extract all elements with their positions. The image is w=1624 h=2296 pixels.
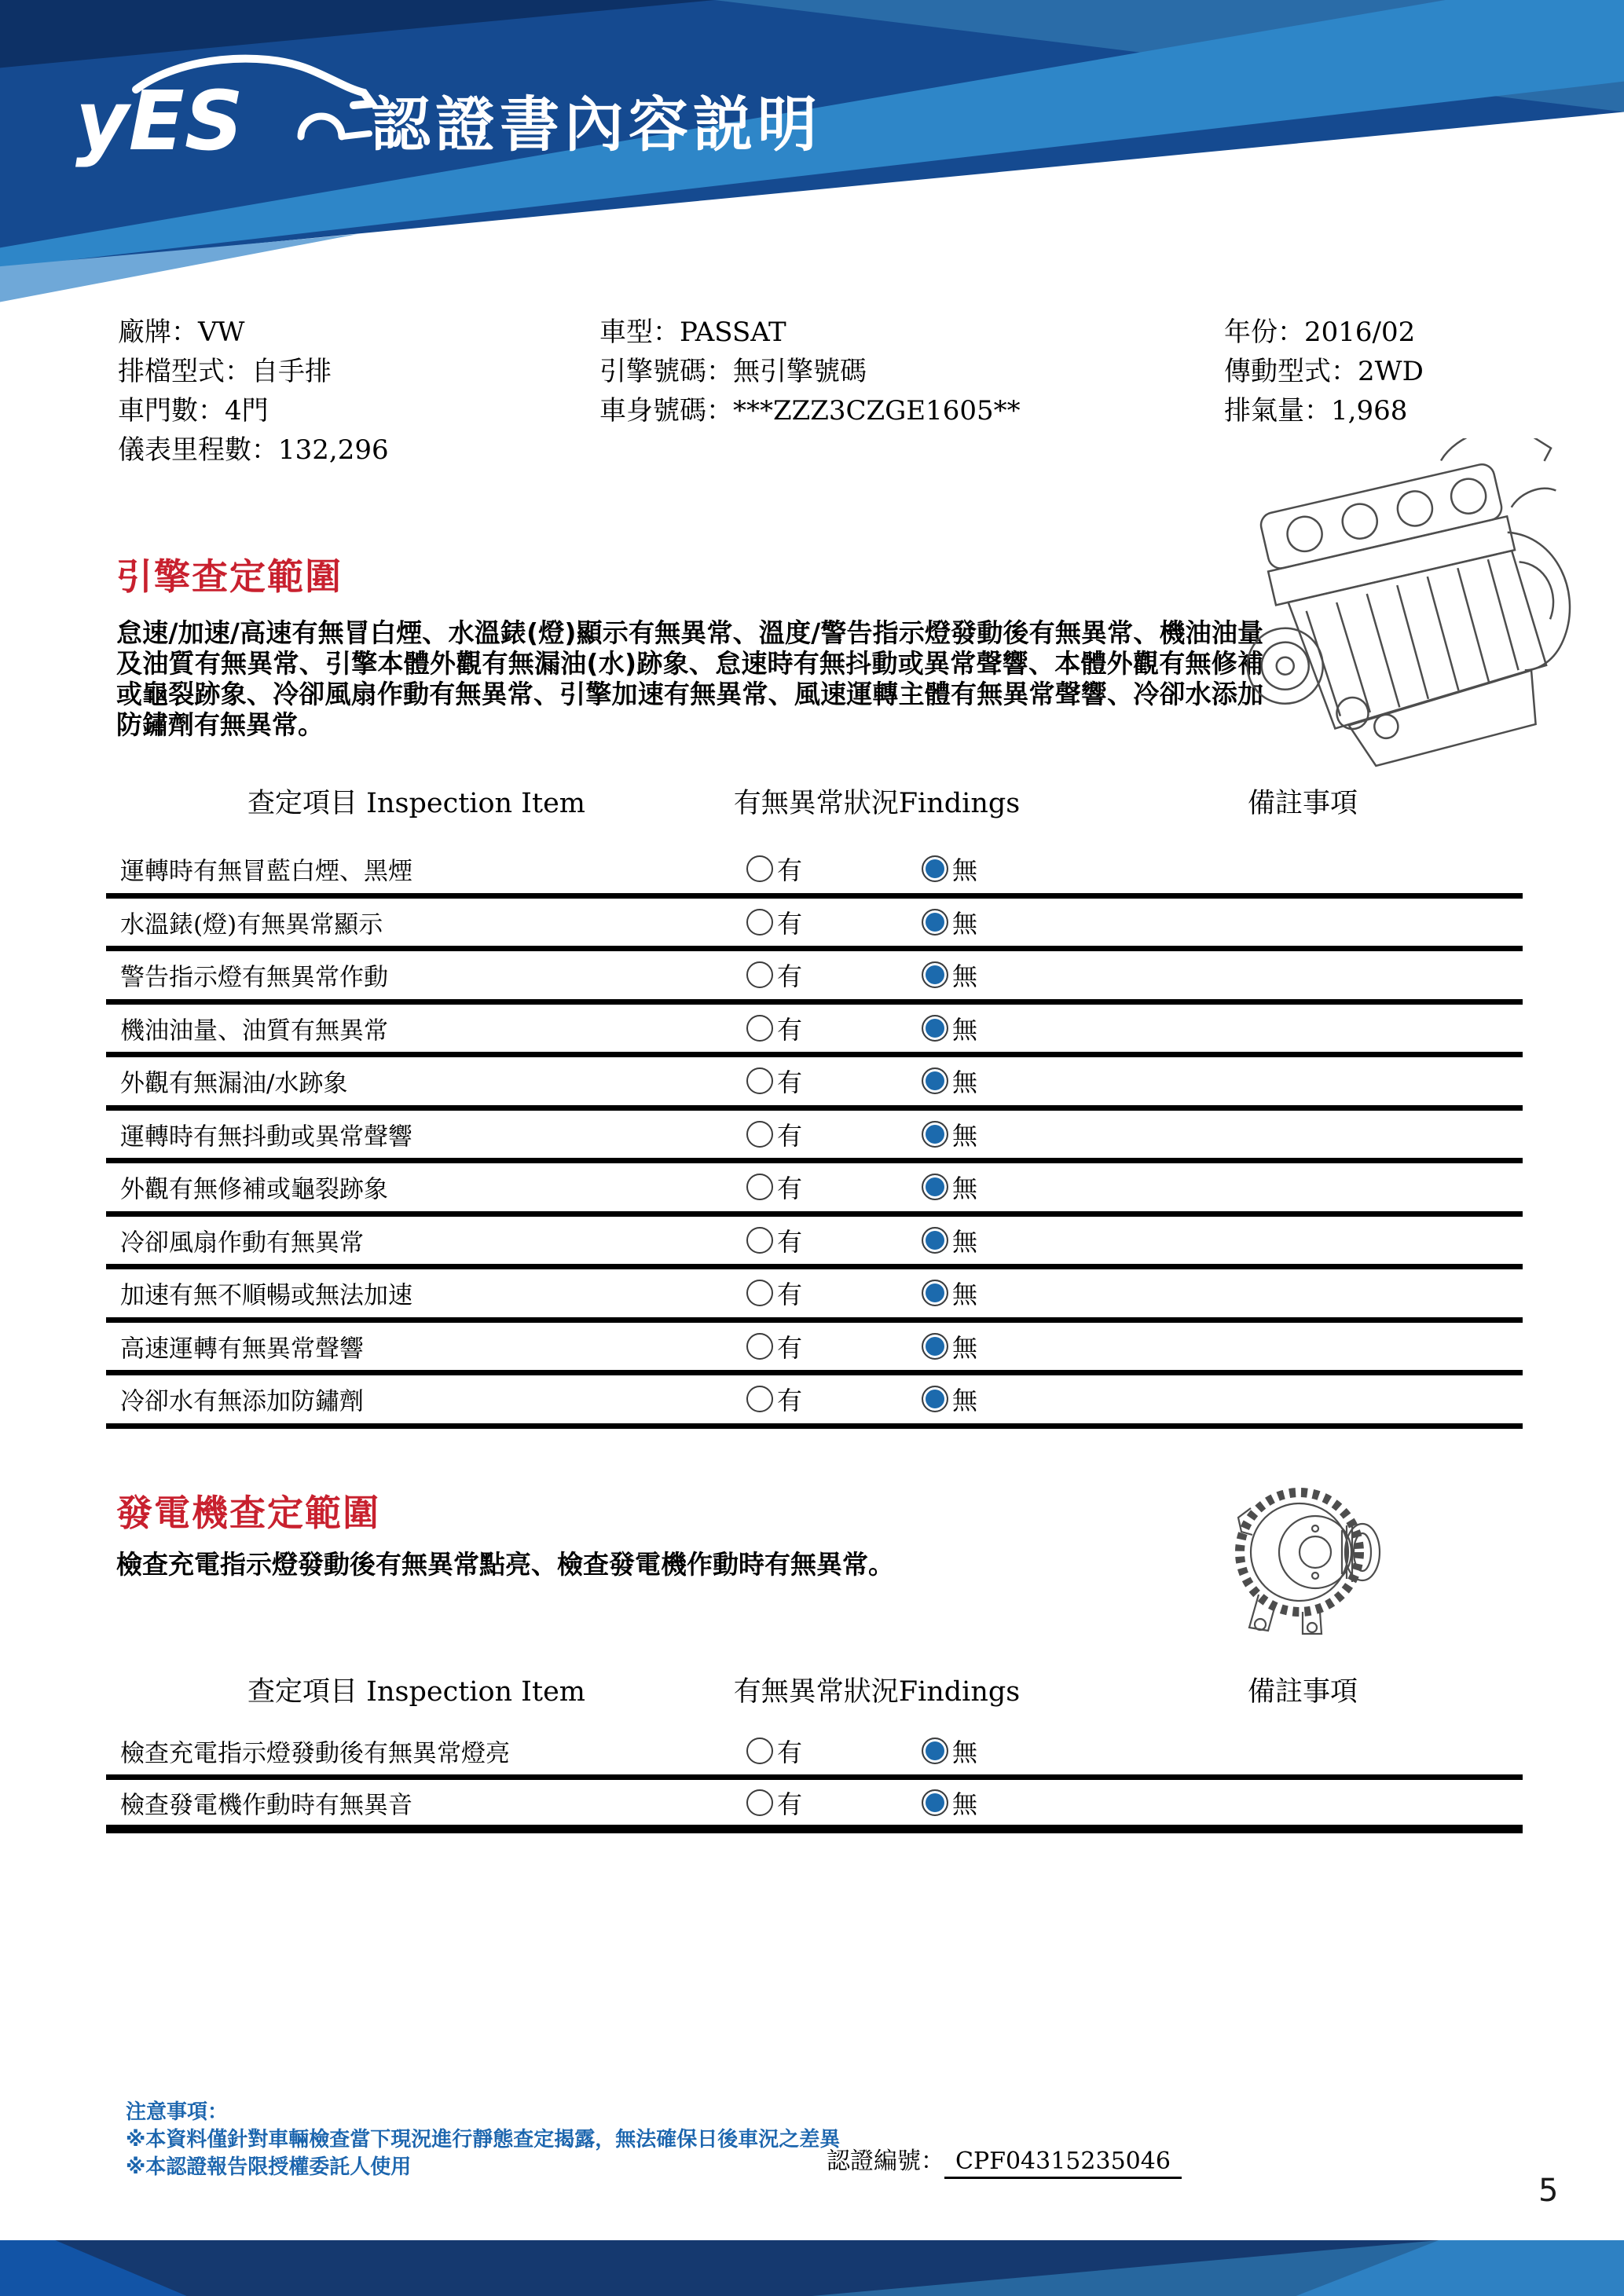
- radio-label-yes: 有: [777, 1332, 803, 1363]
- inspection-row: [106, 1111, 1523, 1164]
- column-header-item: 查定項目 Inspection Item: [247, 788, 585, 819]
- radio-label-no: 無: [952, 908, 978, 939]
- radio-label-yes: 有: [777, 1120, 803, 1151]
- page-number: 5: [1538, 2173, 1559, 2209]
- radio-label-yes: 有: [777, 1280, 803, 1310]
- inspection-row: [106, 1269, 1523, 1323]
- generator-section-description: 檢查充電指示燈發動後有無異常點亮、檢查發電機作動時有無異常。: [116, 1549, 894, 1580]
- radio-group-yes: [746, 1275, 802, 1311]
- radio-yes[interactable]: [746, 1333, 773, 1360]
- radio-no-checked[interactable]: [922, 1738, 948, 1764]
- radio-label-no: 無: [952, 1386, 978, 1416]
- radio-yes[interactable]: [746, 1386, 773, 1412]
- inspection-row: [106, 1780, 1523, 1833]
- generator-table-rows: [106, 1727, 1523, 1833]
- inspection-item-label: 高速運轉有無異常聲響: [120, 1335, 364, 1364]
- certificate-number-label: 認證編號：: [827, 2148, 944, 2175]
- radio-group-no: [922, 1063, 977, 1099]
- radio-group-yes: [746, 1063, 802, 1099]
- radio-group-no: [922, 1010, 977, 1046]
- radio-no-checked[interactable]: [922, 1015, 948, 1042]
- certificate-number-value: CPF04315235046: [944, 2148, 1182, 2179]
- radio-label-no: 無: [952, 1226, 978, 1257]
- radio-yes[interactable]: [746, 1738, 773, 1764]
- radio-label-no: 無: [952, 1120, 978, 1151]
- inspection-row: [106, 845, 1523, 899]
- radio-label-no: 無: [952, 1067, 978, 1098]
- vehicle-info-line: 車身號碼：***ZZZ3CZGE1605**: [599, 395, 1021, 427]
- radio-label-no: 無: [952, 1332, 978, 1363]
- radio-label-yes: 有: [777, 908, 803, 939]
- radio-group-yes: [746, 957, 802, 993]
- inspection-row: [106, 1057, 1523, 1111]
- vehicle-info-line: 廠牌：VW: [118, 317, 245, 348]
- column-header-findings: 有無異常狀況Findings: [733, 1676, 1021, 1708]
- certificate-number-line: [827, 2141, 1182, 2176]
- vehicle-info-line: 傳動型式：2WD: [1224, 356, 1424, 387]
- vehicle-info-line: 排氣量：1,968: [1224, 395, 1408, 427]
- radio-label-yes: 有: [777, 1067, 803, 1098]
- radio-label-yes: 有: [777, 1174, 803, 1204]
- radio-group-yes: [746, 1010, 802, 1046]
- radio-no-checked[interactable]: [922, 1067, 948, 1094]
- inspection-row: [106, 1375, 1523, 1429]
- vehicle-info-line: 年份：2016/02: [1224, 317, 1416, 348]
- yes-logo: [61, 49, 391, 178]
- radio-no-checked[interactable]: [922, 1333, 948, 1360]
- radio-group-yes: [746, 904, 802, 940]
- radio-no-checked[interactable]: [922, 1174, 948, 1200]
- yes-logo-car-icon: [61, 49, 391, 178]
- vehicle-info-col2: [599, 313, 1021, 430]
- radio-yes[interactable]: [746, 961, 773, 988]
- page-title: 認證書內容説明: [371, 90, 822, 159]
- radio-label-no: 無: [952, 1014, 978, 1045]
- radio-no-checked[interactable]: [922, 1386, 948, 1412]
- radio-label-yes: 有: [777, 1737, 803, 1767]
- radio-group-no: [922, 1785, 977, 1821]
- radio-group-yes: [746, 1785, 802, 1821]
- radio-group-no: [922, 957, 977, 993]
- radio-label-no: 無: [952, 1280, 978, 1310]
- engine-table-header: [106, 782, 1523, 819]
- vehicle-info-line: 引擎號碼：無引擎號碼: [599, 356, 867, 387]
- radio-label-yes: 有: [777, 1226, 803, 1257]
- notice-line-2: ※本認證報告限授權委託人使用: [126, 2155, 412, 2179]
- radio-label-no: 無: [952, 1737, 978, 1767]
- notice-block: [126, 2099, 840, 2181]
- radio-label-yes: 有: [777, 1014, 803, 1045]
- inspection-item-label: 水溫錶(燈)有無異常顯示: [120, 910, 383, 939]
- vehicle-info-line: 車型：PASSAT: [599, 317, 786, 348]
- radio-group-no: [922, 1328, 977, 1364]
- vehicle-info-line: 排檔型式：自手排: [118, 356, 332, 387]
- radio-group-no: [922, 1733, 977, 1769]
- inspection-row: [106, 1217, 1523, 1270]
- radio-no-checked[interactable]: [922, 1227, 948, 1254]
- radio-yes[interactable]: [746, 855, 773, 882]
- inspection-row: [106, 1163, 1523, 1217]
- inspection-row: [106, 951, 1523, 1005]
- generator-section-title: 發電機查定範圍: [116, 1492, 380, 1534]
- radio-yes[interactable]: [746, 1789, 773, 1816]
- engine-table-rows: [106, 845, 1523, 1429]
- generator-inspection-table: [106, 1670, 1523, 1833]
- inspection-row: [106, 899, 1523, 952]
- vehicle-info-line: 儀表里程數：132,296: [118, 434, 389, 466]
- header-banner: [0, 0, 1624, 339]
- inspection-item-label: 冷卻水有無添加防鏽劑: [120, 1387, 364, 1416]
- vehicle-info-col3: [1224, 313, 1424, 430]
- notice-line-1: ※本資料僅針對車輛檢查當下現況進行靜態查定揭露，無法確保日後車況之差異: [126, 2128, 841, 2151]
- inspection-row: [106, 1323, 1523, 1376]
- inspection-item-label: 機油油量、油質有無異常: [120, 1016, 388, 1045]
- notice-title: 注意事項：: [126, 2100, 229, 2124]
- radio-no-checked[interactable]: [922, 961, 948, 988]
- column-header-findings: 有無異常狀況Findings: [733, 788, 1021, 819]
- radio-no-checked[interactable]: [922, 1121, 948, 1148]
- radio-group-no: [922, 904, 977, 940]
- radio-group-no: [922, 1275, 977, 1311]
- generator-table-header: [106, 1670, 1523, 1708]
- radio-group-yes: [746, 1222, 802, 1258]
- radio-no-checked[interactable]: [922, 1280, 948, 1306]
- vehicle-info-line: 車門數：4門: [118, 395, 269, 427]
- radio-label-yes: 有: [777, 855, 803, 886]
- inspection-row: [106, 1727, 1523, 1780]
- radio-label-yes: 有: [777, 1386, 803, 1416]
- inspection-item-label: 檢查充電指示燈發動後有無異常燈亮: [120, 1739, 510, 1767]
- radio-group-yes: [746, 1733, 802, 1769]
- radio-no-checked[interactable]: [922, 1789, 948, 1816]
- radio-group-yes: [746, 1328, 802, 1364]
- column-header-remarks: 備註事項: [1247, 1676, 1358, 1708]
- radio-group-no: [922, 1381, 977, 1417]
- inspection-row: [106, 1005, 1523, 1058]
- radio-yes[interactable]: [746, 1174, 773, 1200]
- radio-group-yes: [746, 851, 802, 887]
- radio-label-yes: 有: [777, 961, 803, 992]
- column-header-item: 查定項目 Inspection Item: [247, 1676, 585, 1708]
- radio-label-yes: 有: [777, 1789, 803, 1819]
- engine-section-title: 引擎查定範圍: [116, 555, 343, 598]
- radio-group-yes: [746, 1381, 802, 1417]
- inspection-item-label: 外觀有無修補或龜裂跡象: [120, 1175, 388, 1204]
- engine-section-description: 怠速/加速/高速有無冒白煙、水溫錶(燈)顯示有無異常、溫度/警告指示燈發動後有無異常、機油油量及油質有無異常、引擎本體外觀有無漏油(水)跡象、怠速時有無抖動或異常聲響、本體外觀有無修補或龜裂跡象、冷卻風扇作動有無異常、引擎加速有無異常、風速運轉主體有無異常聲響、冷卻水添加防鏽劑有無異常。: [116, 617, 1263, 740]
- radio-group-yes: [746, 1169, 802, 1205]
- inspection-item-label: 外觀有無漏油/水跡象: [120, 1069, 348, 1098]
- radio-label-no: 無: [952, 855, 978, 886]
- radio-group-no: [922, 1169, 977, 1205]
- inspection-item-label: 加速有無不順暢或無法加速: [120, 1281, 412, 1310]
- radio-yes[interactable]: [746, 909, 773, 936]
- inspection-item-label: 運轉時有無抖動或異常聲響: [120, 1122, 412, 1152]
- footer-bar: [0, 2240, 1624, 2296]
- column-header-remarks: 備註事項: [1247, 788, 1358, 819]
- radio-yes[interactable]: [746, 1121, 773, 1148]
- radio-group-no: [922, 851, 977, 887]
- radio-no-checked[interactable]: [922, 909, 948, 936]
- radio-label-no: 無: [952, 961, 978, 992]
- radio-yes[interactable]: [746, 1280, 773, 1306]
- engine-illustration: [1214, 438, 1607, 776]
- engine-inspection-table: [106, 782, 1523, 1429]
- inspection-item-label: 運轉時有無冒藍白煙、黑煙: [120, 857, 412, 886]
- radio-group-no: [922, 1116, 977, 1152]
- inspection-item-label: 冷卻風扇作動有無異常: [120, 1229, 364, 1258]
- radio-no-checked[interactable]: [922, 855, 948, 882]
- inspection-item-label: 警告指示燈有無異常作動: [120, 963, 388, 992]
- radio-group-yes: [746, 1116, 802, 1152]
- yes-logo-text: yES: [75, 73, 244, 169]
- radio-yes[interactable]: [746, 1067, 773, 1094]
- alternator-illustration: [1227, 1477, 1396, 1642]
- radio-label-no: 無: [952, 1174, 978, 1204]
- radio-group-no: [922, 1222, 977, 1258]
- radio-label-no: 無: [952, 1789, 978, 1819]
- inspection-item-label: 檢查發電機作動時有無異音: [120, 1791, 412, 1819]
- radio-yes[interactable]: [746, 1227, 773, 1254]
- vehicle-info-col1: [118, 313, 389, 470]
- radio-yes[interactable]: [746, 1015, 773, 1042]
